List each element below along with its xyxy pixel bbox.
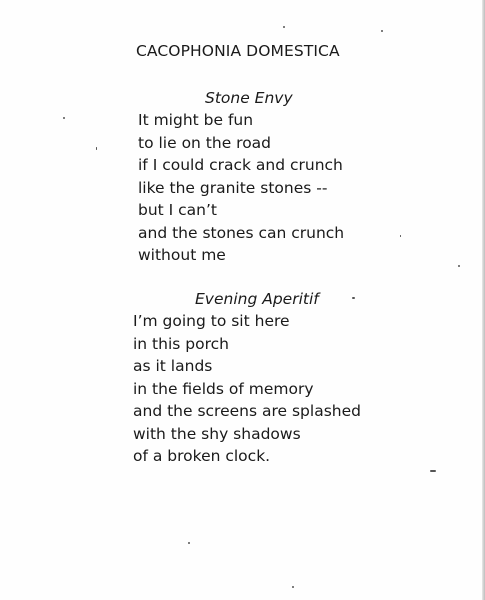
poem-line: but I can’t <box>138 201 218 219</box>
scan-speck <box>352 297 355 299</box>
scan-speck <box>292 586 294 588</box>
poem-line: with the shy shadows <box>133 424 301 443</box>
poem-line: as it lands <box>133 357 213 375</box>
scan-speck <box>381 30 383 32</box>
poem-line: in this porch <box>133 334 229 353</box>
scan-speck <box>188 542 190 544</box>
scan-speck <box>458 265 460 267</box>
poem-line: It might be fun <box>138 111 254 129</box>
poem-line: in the fields of memory <box>133 379 314 398</box>
poem-line: of a broken clock. <box>133 447 271 465</box>
scan-speck <box>283 26 285 28</box>
poem-line: and the screens are splashed <box>133 402 361 420</box>
poem-title-stone-envy: Stone Envy <box>205 89 293 107</box>
poem-line: and the stones can crunch <box>138 223 345 242</box>
collection-title: CACOPHONIA DOMESTICA <box>136 42 340 60</box>
poem-line: to lie on the road <box>138 133 272 152</box>
scan-speck <box>63 117 65 119</box>
poem-line: I’m going to sit here <box>133 312 290 330</box>
poem-title-evening-aperitif: Evening Aperitif <box>195 290 319 308</box>
scan-speck <box>400 235 401 237</box>
poem-line: without me <box>138 246 226 264</box>
poem-body-evening-aperitif <box>133 310 361 468</box>
poem-line: like the granite stones -- <box>138 178 328 197</box>
scan-speck <box>430 470 436 472</box>
poem-line: if I could crack and crunch <box>138 156 343 174</box>
poem-body-stone-envy <box>138 109 344 267</box>
scan-speck <box>96 147 97 150</box>
